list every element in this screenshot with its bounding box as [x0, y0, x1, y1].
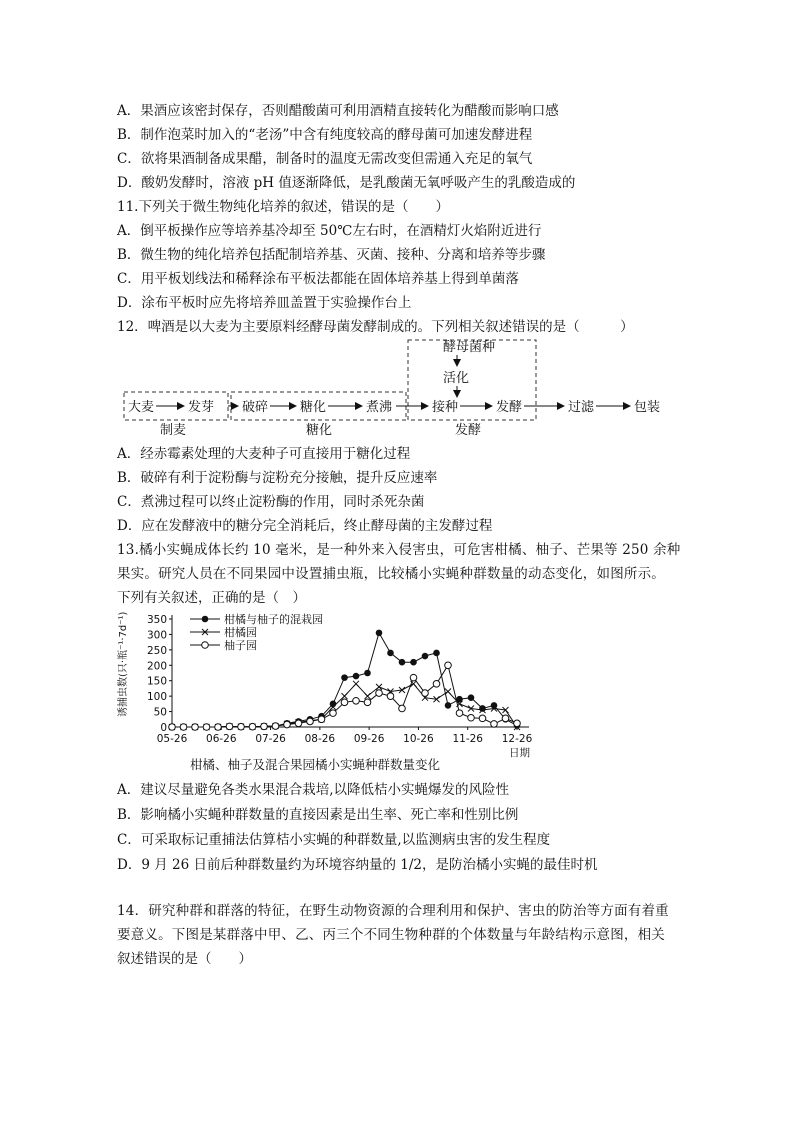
pest-population-chart	[112, 605, 552, 775]
q11-stem: 11.下列关于微生物纯化培养的叙述，错误的是（ ）	[117, 199, 449, 215]
q13-stem-line-1: 13.橘小实蝇成体长约 10 毫米，是一种外来入侵害虫，可危害柑橘、柚子、芒果等 250 余种	[117, 542, 681, 558]
legend-label: 柑橘园	[224, 626, 257, 639]
q13-option-b: B．影响橘小实蝇种群数量的直接因素是出生率、死亡率和性别比例	[117, 807, 519, 823]
data-point	[468, 714, 475, 721]
data-point	[422, 690, 429, 697]
data-point	[399, 705, 406, 712]
q10-option-c: C．欲将果酒制备成果醋，制备时的温度无需改变但需通入充足的氧气	[117, 151, 533, 167]
data-point	[410, 659, 417, 666]
flow-step-germinate: 发芽	[188, 400, 215, 415]
data-point	[376, 684, 382, 690]
data-point	[272, 723, 279, 730]
y-axis-label: 诱捕虫数(只·瓶⁻¹·7d⁻¹)	[118, 611, 129, 717]
data-point	[410, 674, 417, 681]
flow-step-filter: 过滤	[568, 400, 595, 415]
data-point	[192, 724, 199, 731]
x-tick-label: 05-26	[156, 733, 188, 745]
data-point	[365, 693, 371, 699]
data-point	[433, 681, 440, 688]
q13-option-a: A．建议尽量避免各类水果混合栽培,以降低桔小实蝇爆发的风险性	[117, 782, 510, 798]
data-point	[376, 630, 383, 637]
q12-option-a: A．经赤霉素处理的大麦种子可直接用于糖化过程	[117, 446, 411, 462]
data-point	[468, 694, 475, 701]
flow-yeast: 酵母菌种	[443, 340, 496, 355]
q11-option-a: A．倒平板操作应等培养基冷却至 50℃左右时，在酒精灯火焰附近进行	[117, 223, 542, 239]
q11-option-d: D．涂布平板时应先将培养皿盖置于实验操作台上	[117, 295, 412, 311]
data-point	[353, 697, 360, 704]
y-tick-label: 200	[146, 660, 167, 673]
q11-option-c: C．用平板划线法和稀释涂布平板法都能在固体培养基上得到单菌落	[117, 271, 519, 287]
data-point	[203, 724, 210, 731]
data-point	[330, 701, 337, 708]
q12-option-b: B．破碎有利于淀粉酶与淀粉充分接触，提升反应速率	[117, 470, 438, 486]
data-point	[318, 716, 325, 723]
x-tick-label: 08-26	[304, 733, 336, 745]
y-tick-label: 100	[146, 691, 167, 704]
data-point	[387, 650, 394, 657]
series-0	[169, 630, 521, 731]
data-point	[353, 673, 360, 680]
legend-item-2	[190, 638, 257, 652]
data-point	[341, 674, 348, 681]
y-tick-label: 150	[146, 675, 167, 688]
q14-line-3: 叙述错误的是（ ）	[117, 951, 252, 967]
data-point	[502, 715, 509, 722]
data-point	[353, 681, 359, 687]
y-tick-label: 0	[160, 722, 167, 734]
data-point	[330, 710, 337, 717]
y-tick-label: 50	[153, 706, 167, 719]
flow-step-barley: 大麦	[128, 400, 155, 415]
flow-group-fermentation: 发酵	[455, 423, 482, 438]
data-point	[249, 723, 256, 730]
data-point	[215, 724, 222, 731]
data-point	[226, 723, 233, 730]
y-tick-label: 300	[146, 629, 167, 642]
legend-item-1	[190, 625, 257, 639]
data-point	[491, 702, 498, 709]
data-point	[341, 699, 348, 706]
data-point	[514, 720, 521, 727]
x-tick-label: 10-26	[403, 733, 434, 745]
y-tick-label: 350	[146, 614, 167, 626]
flow-step-inoculate: 接种	[432, 400, 459, 415]
flow-step-saccharify: 糖化	[300, 400, 327, 415]
data-point	[399, 659, 406, 666]
flow-step-package: 包装	[634, 400, 661, 415]
x-axis-label: 日期	[509, 747, 530, 759]
data-point	[169, 724, 176, 731]
data-point	[445, 662, 452, 669]
data-point	[238, 723, 245, 730]
flow-group-malting: 制麦	[160, 423, 187, 438]
data-point	[456, 710, 463, 717]
data-point	[261, 723, 268, 730]
data-point	[307, 718, 314, 725]
y-tick-label: 250	[146, 644, 167, 657]
flow-step-crush: 破碎	[242, 400, 269, 415]
data-point	[479, 705, 486, 712]
flow-step-boil: 煮沸	[366, 400, 393, 415]
x-tick-label: 06-26	[206, 733, 237, 745]
data-point	[284, 721, 291, 728]
q11-option-b: B．微生物的纯化培养包括配制培养基、灭菌、接种、分离和培养等步骤	[117, 247, 546, 263]
q10-option-b: B．制作泡菜时加入的“老汤”中含有纯度较高的酵母菌可加速发酵进程	[117, 127, 533, 143]
legend-label: 柑橘与柚子的混栽园	[224, 613, 323, 626]
q13-option-d: D．9 月 26 日前后种群数量约为环境容纳量的 1/2，是防治橘小实蝇的最佳时机	[117, 857, 598, 873]
chart-caption: 柑橘、柚子及混合果园橘小实蝇种群数量变化	[190, 757, 441, 772]
data-point	[387, 693, 394, 700]
x-tick-label: 07-26	[255, 733, 286, 745]
data-point	[445, 689, 451, 695]
data-point	[422, 653, 429, 660]
x-tick-label: 11-26	[452, 733, 483, 745]
flow-activate: 活化	[443, 371, 470, 386]
q14-line-2: 要意义。下图是某群落中甲、乙、丙三个不同生物种群的个体数量与年龄结构示意图，相关	[117, 927, 665, 943]
data-point	[364, 699, 371, 706]
flow-group-saccharification: 糖化	[306, 423, 333, 438]
q10-option-d: D．酸奶发酵时，溶液 pH 值逐渐降低，是乳酸菌无氧呼吸产生的乳酸造成的	[117, 175, 576, 191]
q13-stem-line-2: 果实。研究人员在不同果园中设置捕虫瓶，比较橘小实蝇种群数量的动态变化，如图所示。	[117, 566, 665, 582]
beer-process-diagram	[118, 335, 688, 440]
data-point	[180, 724, 187, 731]
q12-option-c: C．煮沸过程可以终止淀粉酶的作用，同时杀死杂菌	[117, 494, 425, 510]
flow-step-ferment: 发酵	[496, 400, 523, 415]
data-point	[491, 721, 498, 728]
q13-option-c: C．可采取标记重捕法估算桔小实蝇的种群数量,以监测病虫害的发生程度	[117, 832, 551, 848]
q14-line-1: 14．研究种群和群落的特征，在野生动物资源的合理利用和保护、害虫的防治等方面有着重	[117, 903, 669, 919]
legend-label: 柚子园	[224, 639, 257, 652]
data-point	[433, 650, 440, 657]
data-point	[202, 616, 209, 623]
data-point	[376, 690, 383, 697]
legend-item-0	[190, 612, 323, 626]
data-point	[202, 642, 209, 649]
x-tick-label: 12-26	[501, 733, 533, 745]
data-point	[342, 693, 348, 699]
q12-option-d: D．应在发酵液中的糖分完全消耗后，终止酵母菌的主发酵过程	[117, 518, 493, 534]
data-point	[295, 720, 302, 727]
q12-stem: 12．啤酒是以大麦为主要原料经酵母菌发酵制成的。下列相关叙述错误的是（ ）	[117, 319, 634, 335]
data-point	[445, 702, 452, 709]
q13-stem-line-3: 下列有关叙述，正确的是（ ）	[117, 590, 306, 606]
x-tick-label: 09-26	[353, 733, 385, 745]
q10-option-a: A．果酒应该密封保存，否则醋酸菌可利用酒精直接转化为醋酸而影响口感	[117, 103, 559, 119]
data-point	[479, 715, 486, 722]
data-point	[364, 670, 371, 677]
